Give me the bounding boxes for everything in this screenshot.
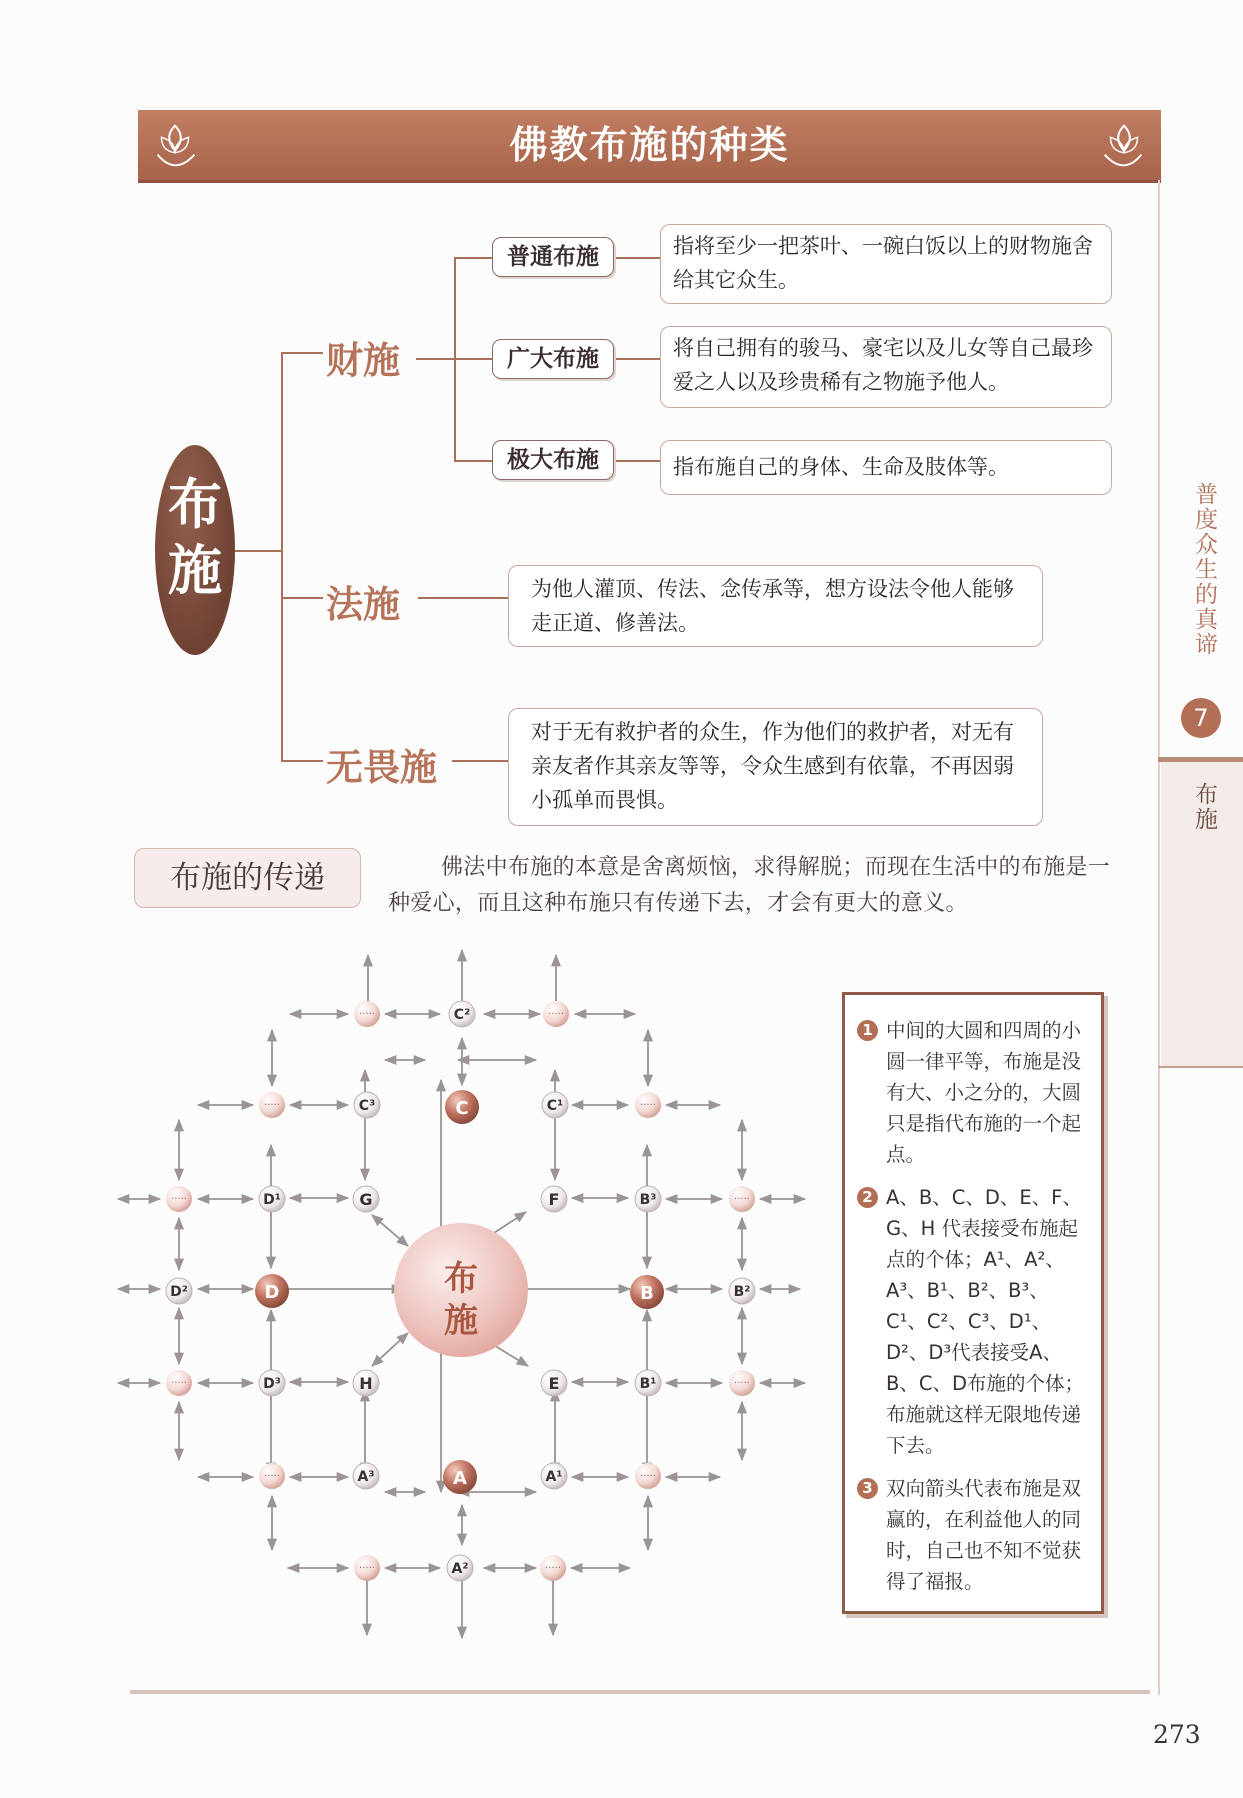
svg-text:C²: C² [453, 1007, 471, 1023]
node-e [541, 1370, 567, 1396]
node-b2 [729, 1278, 755, 1304]
connector [452, 760, 508, 762]
node-b1 [635, 1370, 661, 1396]
connector [454, 460, 492, 462]
svg-text:D²: D² [170, 1284, 188, 1300]
svg-text:E: E [548, 1374, 560, 1393]
sub-common-giving: 普通布施 [492, 237, 614, 277]
note-text: A、B、C、D、E、F、G、H 代表接受布施起点的个体；A¹、A²、A³、B¹、B²、B³、C¹、C²、C³、D¹、D²、D³代表接受A、B、C、D布施的个体；布施就这样无限地传递下去。 [886, 1186, 1085, 1457]
note-number-badge: 2 [857, 1187, 878, 1208]
center-node [394, 1223, 528, 1357]
page-title: 佛教布施的种类 [509, 123, 790, 167]
node-a [443, 1460, 477, 1494]
section-title: 布施 [1191, 782, 1217, 832]
svg-text:·····: ····· [264, 1100, 280, 1111]
svg-text:F: F [548, 1190, 560, 1209]
svg-text:·····: ····· [734, 1194, 750, 1205]
note-number-badge: 3 [857, 1478, 878, 1499]
svg-text:A³: A³ [357, 1469, 375, 1485]
ellipsis-node [259, 1092, 285, 1118]
footer-rule [130, 1690, 1150, 1694]
node-c [445, 1090, 479, 1124]
notes-box [842, 992, 1104, 1614]
ellipsis-node [166, 1370, 192, 1396]
connector [614, 358, 660, 360]
node-c2 [449, 1001, 475, 1027]
svg-text:B: B [640, 1283, 654, 1304]
sub-supreme-giving: 极大布施 [492, 440, 614, 480]
node-d [255, 1274, 289, 1308]
chapter-number-badge: 7 [1181, 698, 1221, 738]
category-fearlessness-giving: 无畏施 [326, 746, 437, 789]
ellipsis-node [166, 1186, 192, 1212]
section-heading-transmission: 布施的传递 [134, 848, 361, 908]
connector [454, 257, 492, 259]
node-h [353, 1370, 379, 1396]
svg-text:A: A [453, 1468, 467, 1489]
svg-text:B¹: B¹ [639, 1376, 657, 1392]
svg-text:·····: ····· [171, 1378, 187, 1389]
giving-network-diagram [100, 945, 830, 1645]
desc-dharma-giving: 为他人灌顶、传法、念传承等，想方设法令他人能够走正道、修善法。 [508, 565, 1043, 647]
page-number: 273 [1153, 1720, 1201, 1749]
node-g [353, 1186, 379, 1212]
node-a2 [447, 1555, 473, 1581]
center-label-line2: 施 [444, 1301, 478, 1341]
node-a3 [353, 1463, 379, 1489]
root-label: 布 施 [168, 473, 222, 602]
svg-text:·····: ····· [734, 1378, 750, 1389]
svg-text:·····: ····· [640, 1100, 656, 1111]
svg-text:B²: B² [733, 1284, 751, 1300]
ellipsis-node [543, 1001, 569, 1027]
ellipsis-node [259, 1463, 285, 1489]
svg-text:C³: C³ [358, 1098, 376, 1114]
svg-text:·····: ····· [171, 1194, 187, 1205]
ellipsis-node [354, 1555, 380, 1581]
connector [614, 460, 660, 462]
svg-text:C¹: C¹ [546, 1098, 564, 1114]
side-tab-bottom-rule [1158, 1066, 1243, 1068]
node-b [630, 1275, 664, 1309]
svg-text:D: D [264, 1282, 280, 1303]
title-banner [138, 110, 1161, 183]
node-d1 [259, 1186, 285, 1212]
svg-text:D¹: D¹ [263, 1192, 281, 1208]
ellipsis-node [635, 1092, 661, 1118]
svg-text:C: C [455, 1098, 469, 1119]
connector [235, 550, 281, 552]
lotus-ornament-icon [1095, 116, 1153, 174]
note-item [859, 1473, 1087, 1597]
svg-text:H: H [359, 1374, 373, 1393]
note-text: 中间的大圆和四周的小圆一律平等，布施是没有大、小之分的，大圆只是指代布施的一个起点。 [886, 1019, 1082, 1166]
side-rule [1158, 180, 1160, 1695]
chapter-title: 普度众生的真谛 [1191, 482, 1217, 657]
connector [281, 352, 323, 354]
ellipsis-node [729, 1370, 755, 1396]
sub-vast-giving: 广大布施 [492, 339, 614, 379]
svg-text:·····: ····· [548, 1009, 564, 1020]
desc-common-giving: 指将至少一把茶叶、一碗白饭以上的财物施舍给其它众生。 [660, 224, 1112, 304]
ellipsis-node [354, 1001, 380, 1027]
svg-text:B³: B³ [639, 1192, 657, 1208]
connector [614, 257, 660, 259]
side-tab-top-rule [1158, 757, 1243, 762]
svg-text:G: G [359, 1190, 373, 1209]
category-dharma-giving: 法施 [326, 583, 400, 626]
svg-text:·····: ····· [359, 1009, 375, 1020]
ellipsis-node [635, 1463, 661, 1489]
connector [281, 352, 283, 762]
svg-text:·····: ····· [640, 1471, 656, 1482]
desc-supreme-giving: 指布施自己的身体、生命及肢体等。 [660, 440, 1112, 495]
transmission-paragraph: 佛法中布施的本意是舍离烦恼，求得解脱；而现在生活中的布施是一种爱心，而且这种布施只有传递下去，才会有更大的意义。 [388, 855, 1111, 916]
note-item [859, 1182, 1087, 1461]
note-text: 双向箭头代表布施是双赢的，在利益他人的同时，自己也不知不觉获得了福报。 [886, 1477, 1082, 1593]
svg-text:A¹: A¹ [545, 1469, 563, 1485]
node-f [541, 1186, 567, 1212]
node-a1 [541, 1463, 567, 1489]
svg-text:D³: D³ [263, 1376, 281, 1392]
note-item [859, 1015, 1087, 1170]
ellipsis-node [729, 1186, 755, 1212]
connector [281, 760, 323, 762]
note-number-badge: 1 [857, 1020, 878, 1041]
center-label-line1: 布 [444, 1259, 478, 1299]
connector [418, 597, 508, 599]
desc-vast-giving: 将自己拥有的骏马、豪宅以及儿女等自己最珍爱之人以及珍贵稀有之物施予他人。 [660, 326, 1112, 408]
node-b3 [635, 1186, 661, 1212]
desc-fearlessness-giving: 对于无有救护者的众生，作为他们的救护者，对无有亲友者作其亲友等等，令众生感到有依靠，不再因弱小孤单而畏惧。 [508, 708, 1043, 826]
node-c1 [542, 1092, 568, 1118]
svg-text:A²: A² [451, 1561, 469, 1577]
ellipsis-node [540, 1555, 566, 1581]
connector [454, 358, 492, 360]
node-c3 [354, 1092, 380, 1118]
connector [416, 358, 454, 360]
svg-text:·····: ····· [359, 1563, 375, 1574]
node-d2 [166, 1278, 192, 1304]
svg-text:·····: ····· [264, 1471, 280, 1482]
node-d3 [259, 1370, 285, 1396]
svg-text:·····: ····· [545, 1563, 561, 1574]
category-wealth-giving: 财施 [326, 339, 400, 382]
connector [281, 597, 323, 599]
